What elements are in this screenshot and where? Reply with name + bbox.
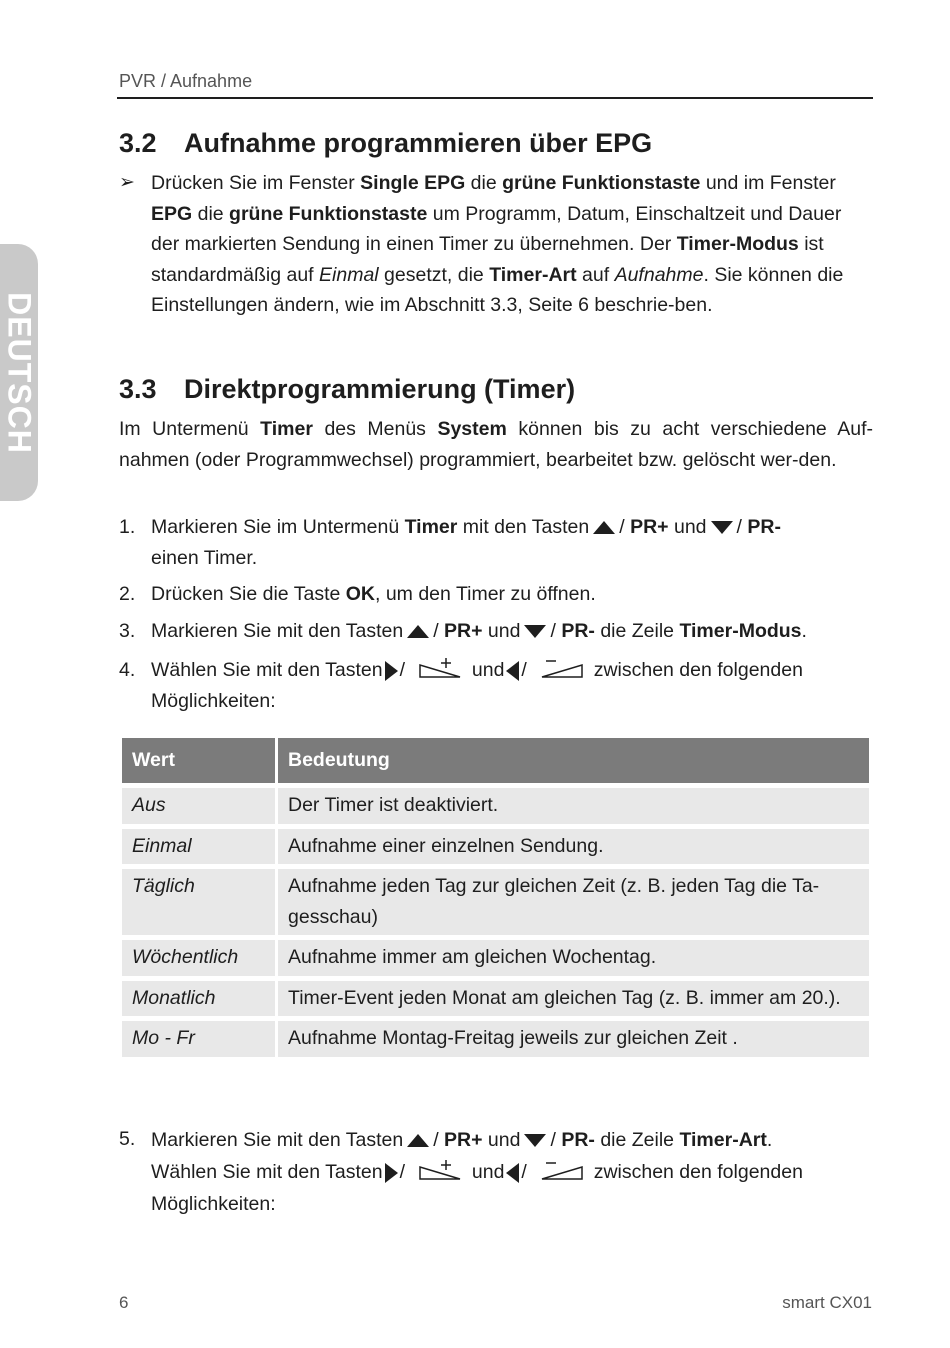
language-tab-label: DEUTSCH [1, 291, 38, 454]
meaning-cell: Aufnahme jeden Tag zur gleichen Zeit (z. B. jeden Tag die Ta-gesschau) [278, 869, 869, 935]
table-row [122, 788, 869, 824]
running-head: PVR / Aufnahme [119, 71, 253, 91]
volume-plus-icon [418, 657, 462, 679]
value-cell: Wöchentlich [122, 940, 275, 976]
step-5-text: Markieren Sie mit den Tasten / PR+ und / PR- die Zeile Timer-Art. Wählen Sie mit den Tasten / und / zwischen den folgenden Möglichkeiten: [151, 1129, 803, 1215]
section-title: Aufnahme programmieren über EPG [184, 128, 653, 158]
step-2-text: Drücken Sie die Taste OK, um den Timer zu öffnen. [151, 583, 596, 605]
language-tab [0, 244, 38, 501]
arrow-right-icon [385, 1163, 398, 1183]
step-3-text: Markieren Sie mit den Tasten / PR+ und / PR- die Zeile Timer-Modus. [151, 620, 807, 642]
arrow-left-icon [506, 661, 519, 681]
value-cell: Einmal [122, 829, 275, 865]
meaning-cell: Der Timer ist deaktiviert. [278, 788, 869, 824]
arrow-left-icon [506, 1163, 519, 1183]
arrow-up-icon [407, 1134, 429, 1147]
step-number: 2. [119, 583, 136, 605]
arrow-down-icon [524, 625, 546, 638]
section-heading-3-2 [119, 128, 652, 159]
timer-mode-table [119, 733, 872, 1062]
arrow-down-icon [711, 521, 733, 534]
meaning-cell: Aufnahme einer einzelnen Sendung. [278, 829, 869, 865]
meaning-cell: Timer-Event jeden Monat am gleichen Tag (z. B. immer am 20.). [278, 981, 869, 1017]
column-header-meaning: Bedeutung [278, 738, 869, 783]
volume-minus-icon [540, 1159, 584, 1181]
product-name: smart CX01 [782, 1293, 872, 1312]
step-4-text: Wählen Sie mit den Tasten / und / zwischen den folgenden Möglichkeiten: [151, 655, 873, 716]
bullet-arrow-icon: ➢ [119, 172, 135, 193]
table-row [122, 940, 869, 976]
arrow-right-icon [385, 661, 398, 681]
value-cell: Monatlich [122, 981, 275, 1017]
header-rule [117, 97, 873, 99]
page-number: 6 [119, 1293, 129, 1312]
column-header-value: Wert [122, 738, 275, 783]
step-number: 4. [119, 659, 136, 681]
arrow-up-icon [407, 625, 429, 638]
arrow-down-icon [524, 1134, 546, 1147]
section-title: Direktprogrammierung (Timer) [184, 374, 576, 404]
meaning-cell: Aufnahme immer am gleichen Wochentag. [278, 940, 869, 976]
step-1-text: Markieren Sie im Untermenü Timer mit den Tasten / PR+ und / PR- einen Timer. [151, 516, 781, 569]
volume-plus-icon [418, 1159, 462, 1181]
volume-minus-icon [540, 657, 584, 679]
section-number: 3.2 [119, 128, 157, 158]
table-row [122, 829, 869, 865]
timer-intro-paragraph: Im Untermenü Timer des Menüs System können bis zu acht verschiedene Auf-nahmen (oder Programmwechsel) programmiert, bearbeitet bzw. gelöscht wer-den. [119, 418, 873, 471]
step-number: 5. [119, 1128, 136, 1150]
arrow-up-icon [593, 521, 615, 534]
step-number: 3. [119, 620, 136, 642]
section-heading-3-3 [119, 374, 575, 405]
table-row [122, 1021, 869, 1057]
value-cell: Aus [122, 788, 275, 824]
table-row [122, 981, 869, 1017]
value-cell: Täglich [122, 869, 275, 935]
value-cell: Mo - Fr [122, 1021, 275, 1057]
table-row [122, 869, 869, 935]
epg-instruction-paragraph: Drücken Sie im Fenster Single EPG die grüne Funktionstaste und im Fenster EPG die grüne Funktionstaste um Programm, Datum, Einschaltzeit und Dauer der markierten Sendung in einen Timer zu übernehmen. Der Timer-Modus ist standardmäßig auf Einmal gesetzt, die Timer-Art auf Aufnahme. Sie können die Einstellungen ändern, wie im Abschnitt 3.3, Seite 6 beschrie-ben. [151, 172, 844, 316]
section-number: 3.3 [119, 374, 157, 404]
meaning-cell: Aufnahme Montag-Freitag jeweils zur gleichen Zeit . [278, 1021, 869, 1057]
step-number: 1. [119, 516, 136, 538]
